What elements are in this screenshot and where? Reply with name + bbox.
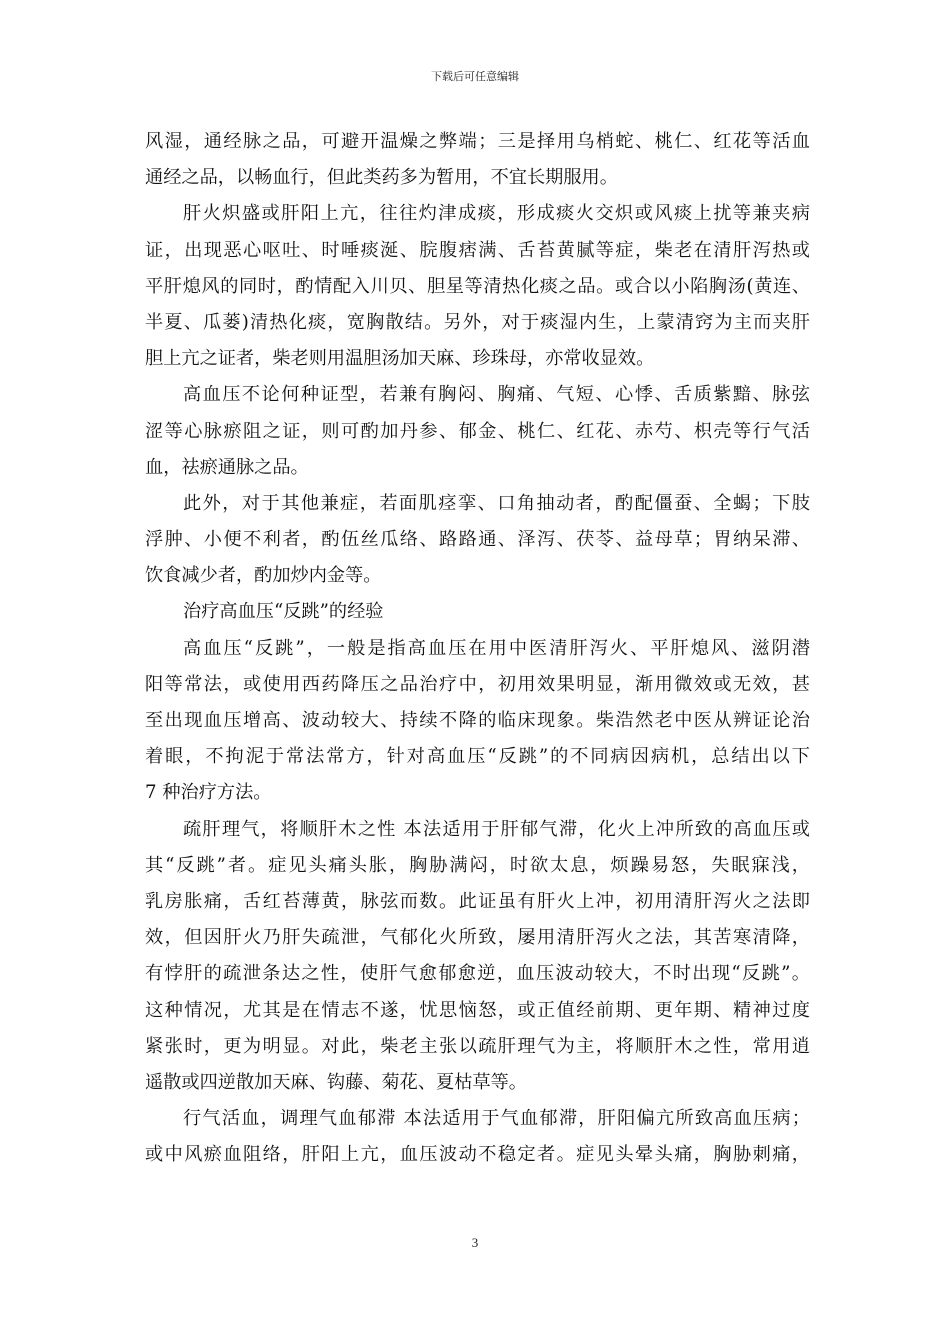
text-line: 着眼，不拘泥于常法常方，针对高血压“反跳”的不同病因病机，总结出以下 — [145, 746, 810, 768]
text-line: 7 种治疗方法。 — [145, 782, 272, 804]
text-line: 证，出现恶心呕吐、时唾痰涎、脘腹痞满、舌苔黄腻等症，柴老在清肝泻热或 — [145, 239, 810, 261]
text-line: 效，但因肝火乃肝失疏泄，气郁化火所致，屡用清肝泻火之法，其苦寒清降， — [145, 927, 810, 949]
text-line: 至出现血压增高、波动较大、持续不降的临床现象。柴浩然老中医从辨证论治 — [145, 710, 810, 731]
text-line: 通经之品，以畅血行，但此类药多为暂用，不宜长期服用。 — [145, 167, 618, 189]
page-number: 3 — [471, 1235, 479, 1250]
text-line: 胆上亢之证者，柴老则用温胆汤加天麻、珍珠母，亦常收显效。 — [145, 348, 655, 370]
text-line: 此外，对于其他兼症，若面肌痉挛、口角抽动者，酌配僵蚕、全蝎；下肢 — [183, 492, 810, 514]
text-line: 乳房胀痛，舌红苔薄黄，脉弦而数。此证虽有肝火上冲，初用清肝泻火之法即 — [145, 890, 810, 912]
text-line: 紧张时，更为明显。对此，柴老主张以疏肝理气为主，将顺肝木之性，常用逍 — [145, 1035, 810, 1057]
text-line: 平肝熄风的同时，酌情配入川贝、胆星等清热化痰之品。或合以小陷胸汤(黄连、 — [145, 275, 810, 297]
text-line: 阳等常法，或使用西药降压之品治疗中，初用效果明显，渐用微效或无效，甚 — [145, 673, 810, 695]
text-line: 浮肿、小便不利者，酌伍丝瓜络、路路通、泽泻、茯苓、益母草；胃纳呆滞、 — [145, 529, 810, 551]
text-line: 半夏、瓜蒌)清热化痰，宽胸散结。另外，对于痰湿内生，上蒙清窍为主而夹肝 — [145, 311, 810, 333]
text-line: 行气活血，调理气血郁滞 本法适用于气血郁滞，肝阳偏亢所致高血压病； — [183, 1108, 810, 1130]
text-line: 肝火炽盛或肝阳上亢，往往灼津成痰，形成痰火交炽或风痰上扰等兼夹病 — [183, 203, 810, 225]
text-line: 这种情况，尤其是在情志不遂，忧思恼怒，或正值经前期、更年期、精神过度 — [145, 999, 810, 1021]
text-line: 高血压不论何种证型，若兼有胸闷、胸痛、气短、心悸、舌质紫黯、脉弦 — [183, 384, 810, 406]
text-line: 饮食减少者，酌加炒内金等。 — [145, 565, 382, 587]
text-line: 有悖肝的疏泄条达之性，使肝气愈郁愈逆，血压波动较大，不时出现“反跳”。 — [145, 963, 810, 985]
text-line: 涩等心脉瘀阻之证，则可酌加丹参、郁金、桃仁、红花、赤芍、枳壳等行气活 — [145, 420, 810, 442]
text-line: 风湿，通经脉之品，可避开温燥之弊端；三是择用乌梢蛇、桃仁、红花等活血 — [145, 131, 810, 152]
text-line: 遥散或四逆散加天麻、钩藤、菊花、夏枯草等。 — [145, 1071, 527, 1093]
document-body — [145, 124, 810, 1173]
text-line: 治疗高血压“反跳”的经验 — [183, 601, 384, 623]
page-header: 下载后可任意编辑 — [431, 70, 519, 83]
text-line: 高血压“反跳”，一般是指高血压在用中医清肝泻火、平肝熄风、滋阴潜 — [183, 637, 810, 659]
text-line: 疏肝理气，将顺肝木之性 本法适用于肝郁气滞，化火上冲所致的高血压或 — [183, 818, 810, 840]
text-line: 或中风瘀血阻络，肝阳上亢，血压波动不稳定者。症见头晕头痛，胸胁刺痛， — [145, 1144, 810, 1166]
text-line: 血，祛瘀通脉之品。 — [145, 456, 309, 478]
text-line: 其“反跳”者。症见头痛头胀，胸胁满闷，时欲太息，烦躁易怒，失眠寐浅， — [145, 854, 810, 876]
